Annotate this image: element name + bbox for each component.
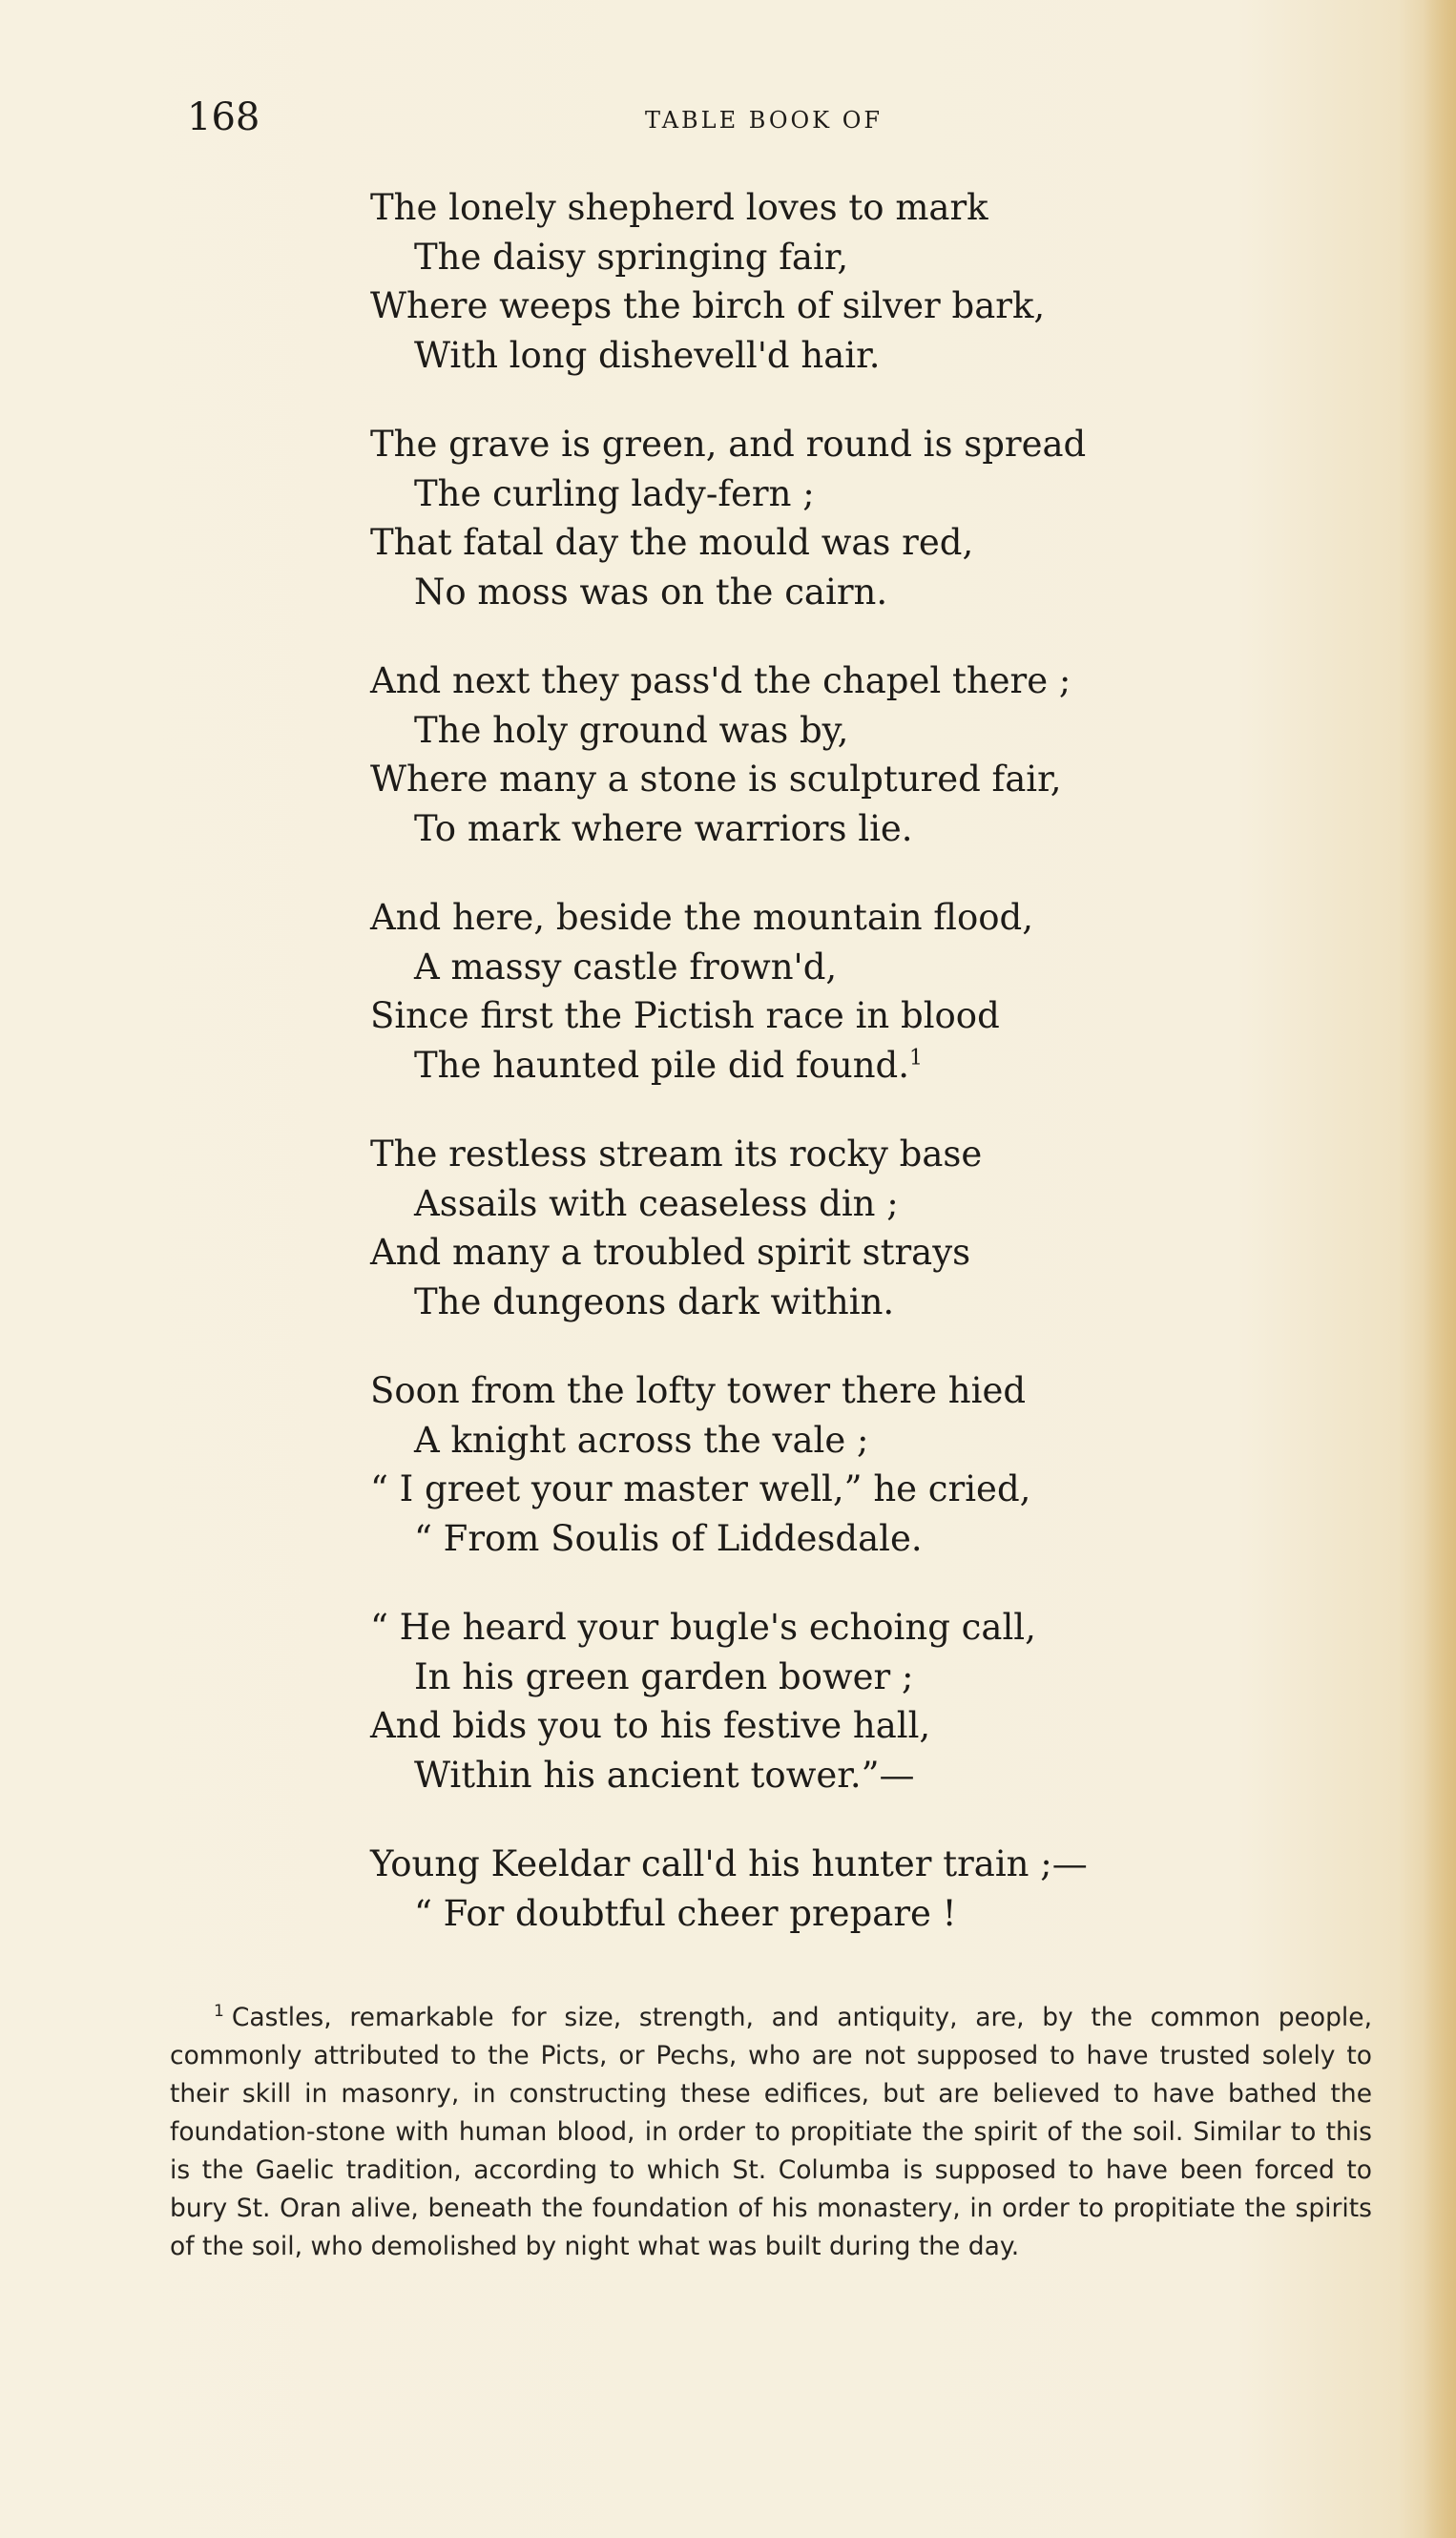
stanza <box>370 183 1229 380</box>
poem-line <box>370 183 1229 233</box>
poem-line-text: That fatal day the mould was red, <box>370 522 974 563</box>
poem-line <box>370 804 1229 854</box>
poem-line <box>370 943 1229 992</box>
poem-line-text: The grave is green, and round is spread <box>370 424 1087 465</box>
poem-line-text: And next they pass'd the chapel there ; <box>370 660 1071 701</box>
poem-line-text: Where weeps the birch of silver bark, <box>370 285 1046 326</box>
poem-line-text: Where many a stone is sculptured fair, <box>370 759 1062 800</box>
poem-line-text: The holy ground was by, <box>414 709 849 751</box>
poem-line-text: And here, beside the mountain flood, <box>370 897 1033 938</box>
poem-line-text: In his green garden bower ; <box>414 1655 914 1697</box>
poem-line-text: “ I greet your master well,” he cried, <box>370 1468 1031 1509</box>
footnote-ref: 1 <box>908 1046 923 1071</box>
footnote-text: Castles, remarkable for size, strength, and antiquity, are, by the common people, commonly attributed to the Picts, or Pechs, who are not supposed to have trusted solely to their skill in masonry, in constructing these edifices, but are believed to have bathed the foundation-stone with human blood, in order to propitiate the spirit of the soil. Similar to this is the Gaelic tradition, according to which St. Columba is supposed to have been forced to bury St. Oran alive, beneath the foundation of his monastery, in order to propitiate the spirits of the soil, who demolished by night what was built during the day. <box>170 2002 1372 2261</box>
poem-line <box>370 420 1229 469</box>
stanza <box>370 893 1229 1090</box>
poem-line <box>370 1751 1229 1800</box>
poem-line <box>370 1041 1229 1091</box>
poem-line-text: Assails with ceaseless din ; <box>414 1182 899 1224</box>
page-edge-shadow <box>1424 0 1456 2538</box>
footnote <box>170 1992 1372 2266</box>
poem-line <box>370 568 1229 617</box>
poem-line <box>370 1366 1229 1416</box>
poem-line-text: And many a troubled spirit strays <box>370 1232 971 1273</box>
poem-line <box>370 755 1229 804</box>
poem-line <box>370 331 1229 381</box>
page-number: 168 <box>187 95 260 139</box>
poem-line-text: Soon from the lofty tower there hied <box>370 1370 1027 1411</box>
poem-line-text: “ For doubtful cheer prepare ! <box>414 1892 957 1934</box>
poem-line <box>370 893 1229 943</box>
stanza <box>370 1130 1229 1326</box>
footnotes <box>170 1992 1372 2266</box>
poem-line-text: The dungeons dark within. <box>414 1280 895 1322</box>
poem-line <box>370 1603 1229 1653</box>
poem <box>370 183 1229 1978</box>
poem-line-text: No moss was on the cairn. <box>414 571 888 613</box>
stanza <box>370 656 1229 853</box>
poem-line <box>370 1840 1229 1889</box>
poem-line-text: A massy castle frown'd, <box>414 946 838 988</box>
poem-line <box>370 706 1229 756</box>
poem-line-text: And bids you to his festive hall, <box>370 1705 931 1746</box>
poem-line-text: A knight across the vale ; <box>414 1419 869 1461</box>
poem-line <box>370 1465 1229 1514</box>
stanza <box>370 1840 1229 1938</box>
poem-line <box>370 518 1229 568</box>
stanza <box>370 420 1229 616</box>
poem-line-text: The restless stream its rocky base <box>370 1134 983 1175</box>
poem-line <box>370 1514 1229 1564</box>
poem-line-text: “ From Soulis of Liddesdale. <box>414 1517 923 1559</box>
poem-line <box>370 1228 1229 1278</box>
poem-line <box>370 991 1229 1041</box>
page-header <box>187 95 1322 153</box>
poem-line-text: With long dishevell'd hair. <box>414 334 881 376</box>
poem-line-text: The daisy springing fair, <box>414 236 849 278</box>
footnote-marker: 1 <box>214 2002 224 2021</box>
poem-line <box>370 233 1229 282</box>
poem-line-text: “ He heard your bugle's echoing call, <box>370 1607 1036 1648</box>
poem-line <box>370 656 1229 706</box>
poem-line <box>370 1278 1229 1327</box>
poem-line-text: The lonely shepherd loves to mark <box>370 187 988 228</box>
poem-line <box>370 1701 1229 1751</box>
poem-line-text: Young Keeldar call'd his hunter train ;— <box>370 1843 1088 1884</box>
poem-line <box>370 1179 1229 1229</box>
poem-line-text: The haunted pile did found. <box>414 1044 909 1086</box>
running-title: TABLE BOOK OF <box>645 107 884 134</box>
poem-line <box>370 1653 1229 1702</box>
poem-line <box>370 469 1229 519</box>
poem-line-text: Since first the Pictish race in blood <box>370 995 1000 1036</box>
poem-line-text: The curling lady-fern ; <box>414 472 815 514</box>
poem-line <box>370 1889 1229 1939</box>
poem-line <box>370 1416 1229 1466</box>
poem-line-text: To mark where warriors lie. <box>414 807 913 849</box>
poem-line <box>370 1130 1229 1179</box>
poem-line <box>370 281 1229 331</box>
stanza <box>370 1366 1229 1563</box>
poem-line-text: Within his ancient tower.”— <box>414 1754 915 1796</box>
stanza <box>370 1603 1229 1799</box>
